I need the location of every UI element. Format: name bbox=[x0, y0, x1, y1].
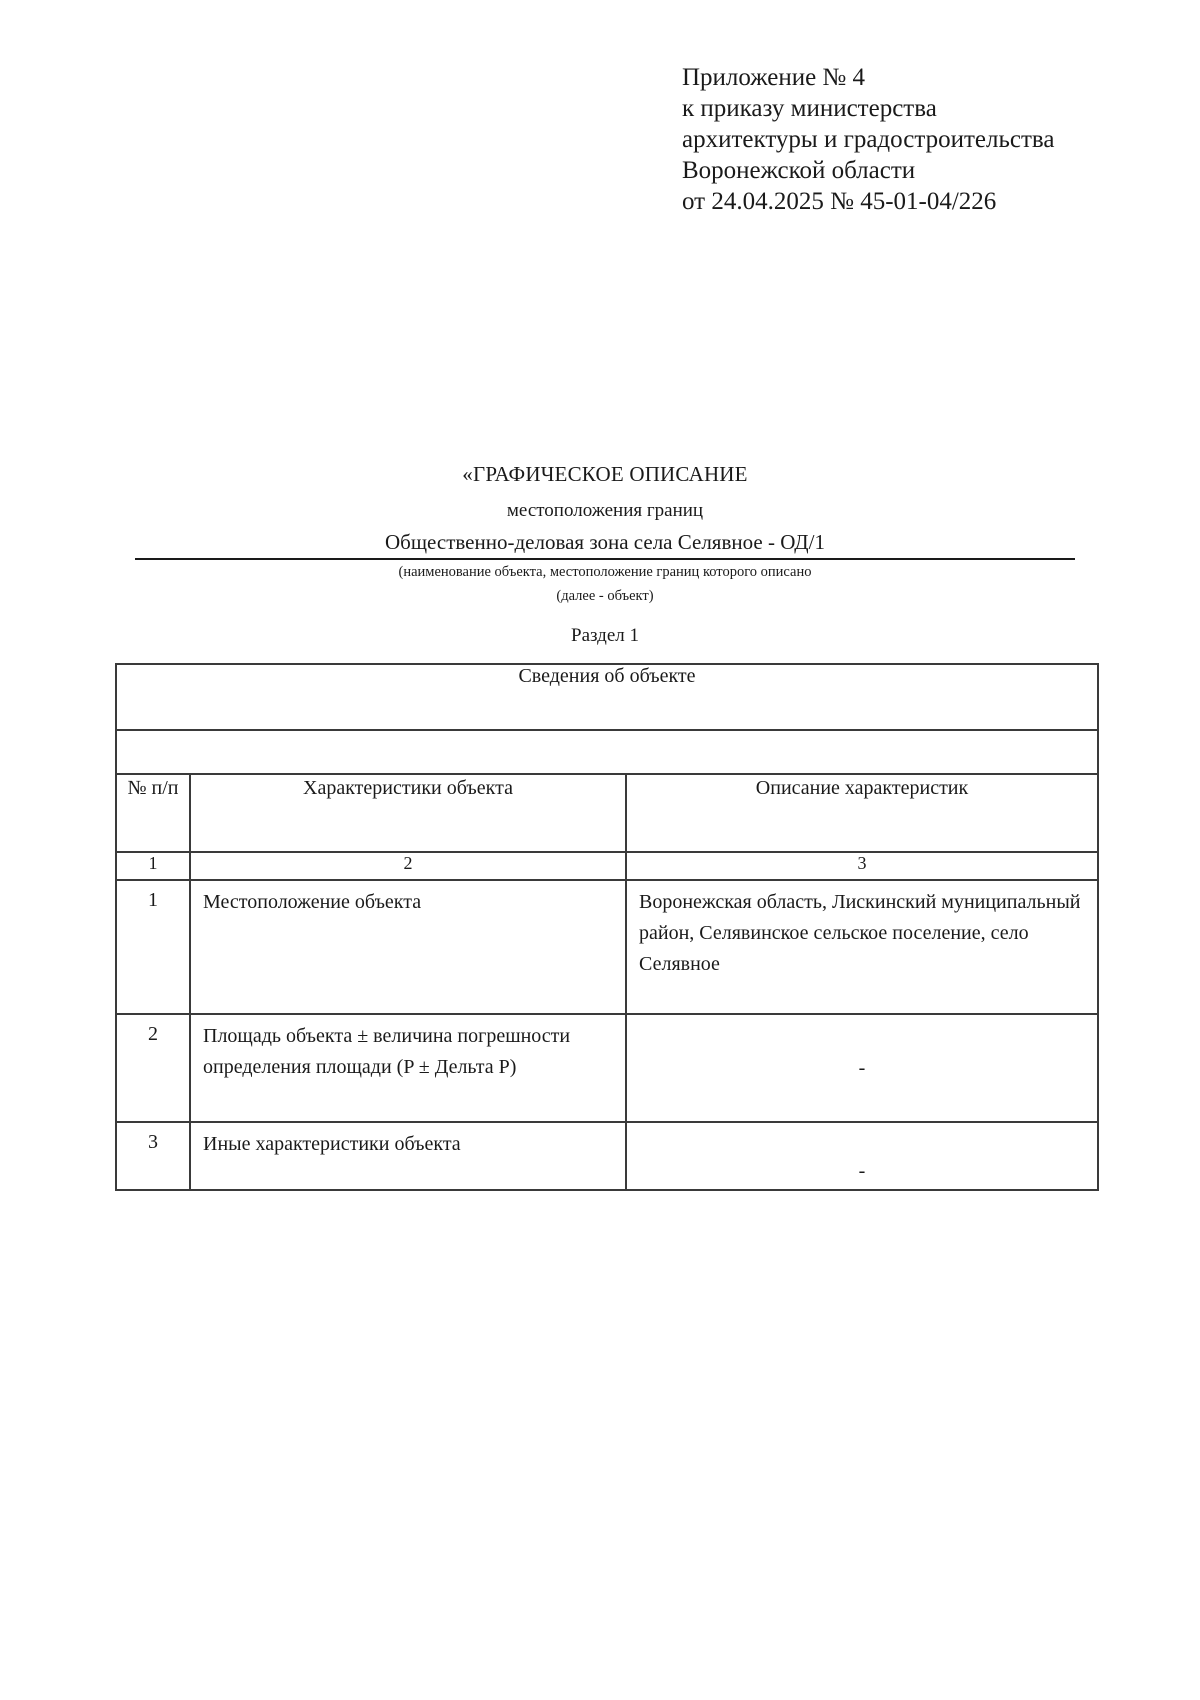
object-name-caption: (наименование объекта, местоположение границ которого описано bbox=[398, 564, 812, 580]
table-row bbox=[116, 880, 1098, 1014]
table-row bbox=[116, 1014, 1098, 1122]
row-description: - bbox=[626, 1122, 1098, 1190]
row-characteristic: Площадь объекта ± величина погрешности определения площади (P ± Дельта P) bbox=[190, 1014, 626, 1122]
object-name-caption-continued: (далее - объект) bbox=[556, 588, 654, 604]
table-header-row bbox=[116, 664, 1098, 730]
table-row bbox=[116, 1122, 1098, 1190]
object-info-table bbox=[115, 663, 1099, 1191]
column-index-row bbox=[116, 852, 1098, 880]
row-description: - bbox=[626, 1014, 1098, 1122]
row-characteristic: Местоположение объекта bbox=[190, 880, 626, 1014]
column-index: 3 bbox=[626, 852, 1098, 880]
document-subtitle: местоположения границ bbox=[506, 500, 704, 521]
appendix-line: архитектуры и градостроительства bbox=[682, 126, 1055, 153]
column-header-num: № п/п bbox=[116, 774, 190, 852]
column-index: 1 bbox=[116, 852, 190, 880]
row-number: 3 bbox=[116, 1122, 190, 1190]
appendix-line: Приложение № 4 bbox=[682, 64, 866, 91]
column-index: 2 bbox=[190, 852, 626, 880]
table-header: Сведения об объекте bbox=[116, 664, 1098, 730]
table-empty-row bbox=[116, 730, 1098, 774]
object-name: Общественно-деловая зона села Селявное - ОД/1 bbox=[135, 530, 1075, 560]
appendix-line: от 24.04.2025 № 45-01-04/226 bbox=[682, 188, 997, 215]
column-header-description: Описание характеристик bbox=[626, 774, 1098, 852]
row-characteristic: Иные характеристики объекта bbox=[190, 1122, 626, 1190]
row-number: 1 bbox=[116, 880, 190, 1014]
appendix-block bbox=[682, 62, 1054, 217]
column-header-row bbox=[116, 774, 1098, 852]
section-label: Раздел 1 bbox=[571, 625, 639, 646]
document-title: «ГРАФИЧЕСКОЕ ОПИСАНИЕ bbox=[462, 462, 748, 486]
row-description: Воронежская область, Лискинский муниципальный район, Селявинское сельское поселение, село Селявное bbox=[626, 880, 1098, 1014]
empty-cell bbox=[116, 730, 1098, 774]
row-number: 2 bbox=[116, 1014, 190, 1122]
column-header-characteristics: Характеристики объекта bbox=[190, 774, 626, 852]
appendix-line: к приказу министерства bbox=[682, 95, 937, 122]
appendix-line: Воронежской области bbox=[682, 157, 916, 184]
